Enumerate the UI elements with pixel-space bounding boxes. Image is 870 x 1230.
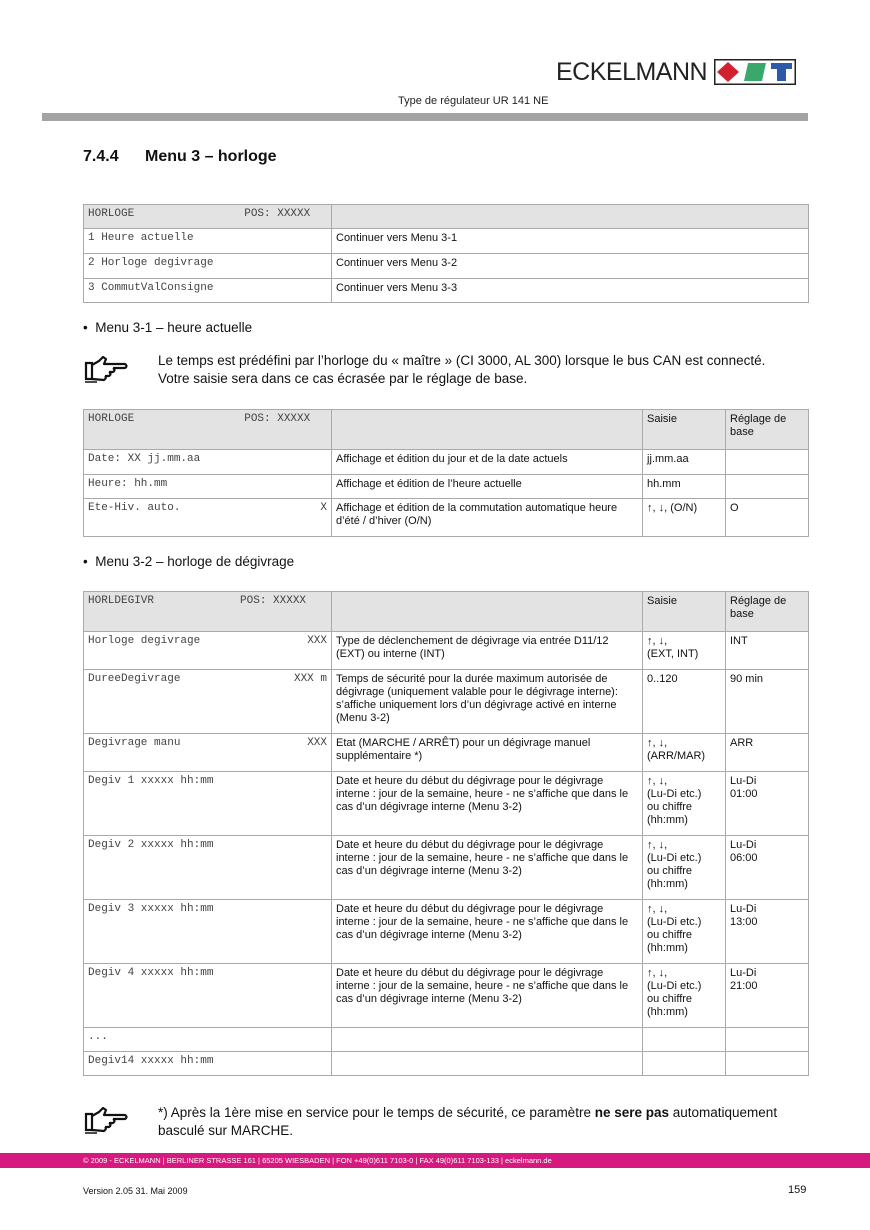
- row-desc: Affichage et édition de l’heure actuelle: [332, 475, 643, 499]
- note-safety-time: [158, 1104, 798, 1140]
- header-label: HORLOGE: [88, 413, 135, 425]
- row-label-cell: [84, 900, 332, 964]
- section-number: 7.4.4: [83, 148, 119, 165]
- table-row: [84, 450, 809, 475]
- row-label: 2 Horloge degivrage: [84, 254, 332, 279]
- row-label-cell: [84, 475, 332, 499]
- row-default: [726, 1028, 809, 1052]
- logo-squares-icon: [714, 59, 796, 85]
- row-entry: ↑, ↓, (ARR/MAR): [643, 734, 726, 772]
- row-desc: Type de déclenchement de dégivrage via entrée D11/12 (EXT) ou interne (INT): [332, 632, 643, 670]
- row-default: [726, 475, 809, 499]
- menu3-table: [83, 204, 809, 303]
- row-label-cell: [84, 1052, 332, 1076]
- row-label: 1 Heure actuelle: [84, 229, 332, 254]
- row-label: Degivrage manu: [88, 737, 181, 749]
- section-title: Menu 3 – horloge: [145, 148, 277, 165]
- menu31-table: [83, 409, 809, 537]
- header-bar: [42, 113, 808, 121]
- table-header-desc-cell: [332, 592, 643, 632]
- table-header-desc-cell: [332, 410, 643, 450]
- row-label: Degiv 3 xxxxx hh:mm: [88, 903, 214, 915]
- table-header-row: [84, 410, 809, 450]
- row-default: O: [726, 499, 809, 537]
- bullet-text: Menu 3-1 – heure actuelle: [95, 320, 253, 335]
- note-text-bold: ne sere pas: [594, 1105, 669, 1120]
- version-info: Version 2.05 31. Mai 2009: [83, 1186, 188, 1196]
- header-pos: POS: XXXXX: [240, 595, 307, 607]
- header-label: HORLDEGIVR: [88, 595, 155, 607]
- row-entry: jj.mm.aa: [643, 450, 726, 475]
- table-row: [84, 836, 809, 900]
- logo-marks: [714, 59, 796, 85]
- row-desc: Date et heure du début du dégivrage pour le dégivrage interne : jour de la semaine, heure - ne s’affiche que dans le cas d’un dégivrage interne (Menu 3-2): [332, 836, 643, 900]
- table-header-desc-cell: [332, 205, 809, 229]
- row-default: Lu-Di 13:00: [726, 900, 809, 964]
- row-default: Lu-Di 21:00: [726, 964, 809, 1028]
- table-row: [84, 279, 809, 303]
- row-label: ...: [88, 1031, 108, 1043]
- row-desc: Continuer vers Menu 3-2: [332, 254, 809, 279]
- row-label: Horloge degivrage: [88, 635, 201, 647]
- footer-contact: © 2009 - ECKELMANN | BERLINER STRASSE 161 | 65205 WIESBADEN | FON +49(0)611 7103-0 | FAX 49(0)611 7103-133 | eckelmann.de: [83, 1156, 552, 1165]
- row-desc: Continuer vers Menu 3-1: [332, 229, 809, 254]
- row-entry: ↑, ↓, (O/N): [643, 499, 726, 537]
- table-header-row: [84, 592, 809, 632]
- row-label: 3 CommutValConsigne: [84, 279, 332, 303]
- table-header-label-cell: [84, 592, 332, 632]
- row-entry: ↑, ↓, (Lu-Di etc.) ou chiffre (hh:mm): [643, 772, 726, 836]
- row-desc: Continuer vers Menu 3-3: [332, 279, 809, 303]
- row-default: ARR: [726, 734, 809, 772]
- bullet-text: Menu 3-2 – horloge de dégivrage: [95, 554, 295, 569]
- bullet-menu-3-2: • Menu 3-2 – horloge de dégivrage: [83, 554, 295, 569]
- table-row: [84, 900, 809, 964]
- table-row: [84, 475, 809, 499]
- row-desc: Temps de sécurité pour la durée maximum autorisée de dégivrage (uniquement valable pour le dégivrage interne): s’affiche uniquement lors d’un dégivrage activé en interne (Menu 3-2): [332, 670, 643, 734]
- row-desc: Affichage et édition de la commutation automatique heure d’été / d’hiver (O/N): [332, 499, 643, 537]
- row-default: 90 min: [726, 670, 809, 734]
- row-desc: Affichage et édition du jour et de la date actuels: [332, 450, 643, 475]
- row-desc: Date et heure du début du dégivrage pour le dégivrage interne : jour de la semaine, heure - ne s’affiche que dans le cas d’un dégivrage interne (Menu 3-2): [332, 964, 643, 1028]
- eckelmann-logo: [556, 58, 796, 86]
- row-label-cell: [84, 964, 332, 1028]
- table-row: [84, 734, 809, 772]
- row-value: X: [320, 502, 327, 514]
- row-label-cell: [84, 632, 332, 670]
- table-header-row: [84, 205, 809, 229]
- row-desc: [332, 1028, 643, 1052]
- header-default: Réglage de base: [726, 592, 809, 632]
- row-default: [726, 450, 809, 475]
- row-label-cell: [84, 1028, 332, 1052]
- table-row: [84, 254, 809, 279]
- bullet-menu-3-1: • Menu 3-1 – heure actuelle: [83, 320, 253, 335]
- row-label: Degiv14 xxxxx hh:mm: [88, 1055, 214, 1067]
- row-entry: [643, 1028, 726, 1052]
- row-label: Date: XX jj.mm.aa: [88, 453, 201, 465]
- row-label: Degiv 2 xxxxx hh:mm: [88, 839, 214, 851]
- logo-text: ECKELMANN: [556, 58, 708, 86]
- row-entry: ↑, ↓, (Lu-Di etc.) ou chiffre (hh:mm): [643, 900, 726, 964]
- table-row: [84, 772, 809, 836]
- row-label: Degiv 4 xxxxx hh:mm: [88, 967, 214, 979]
- table-row: [84, 1052, 809, 1076]
- row-entry: ↑, ↓, (Lu-Di etc.) ou chiffre (hh:mm): [643, 964, 726, 1028]
- row-label-cell: [84, 499, 332, 537]
- row-default: Lu-Di 06:00: [726, 836, 809, 900]
- row-label-cell: [84, 836, 332, 900]
- header-entry: Saisie: [643, 592, 726, 632]
- note-text-after: automatiquement basculé sur MARCHE.: [158, 1105, 778, 1138]
- header-entry: Saisie: [643, 410, 726, 450]
- row-desc: [332, 1052, 643, 1076]
- row-label-cell: [84, 670, 332, 734]
- header-label: HORLOGE: [88, 208, 135, 220]
- table-header-label-cell: [84, 410, 332, 450]
- note-text-before: *) Après la 1ère mise en service pour le temps de sécurité, ce paramètre: [158, 1105, 595, 1120]
- table-row: [84, 632, 809, 670]
- row-label-cell: [84, 772, 332, 836]
- header-pos: POS: XXXXX: [244, 413, 311, 425]
- table-row: [84, 499, 809, 537]
- document-subtitle: Type de régulateur UR 141 NE: [398, 95, 549, 107]
- row-desc: Date et heure du début du dégivrage pour le dégivrage interne : jour de la semaine, heure - ne s’affiche que dans le cas d’un dégivrage interne (Menu 3-2): [332, 900, 643, 964]
- pointing-hand-icon: [83, 1106, 129, 1139]
- row-desc: Date et heure du début du dégivrage pour le dégivrage interne : jour de la semaine, heure - ne s’affiche que dans le cas d’un dégivrage interne (Menu 3-2): [332, 772, 643, 836]
- row-label: Ete-Hiv. auto.: [88, 502, 181, 514]
- row-default: Lu-Di 01:00: [726, 772, 809, 836]
- row-default: [726, 1052, 809, 1076]
- row-value: XXX: [307, 635, 327, 647]
- pointing-hand-icon: [83, 355, 129, 388]
- row-value: XXX m: [293, 673, 327, 685]
- row-label-cell: [84, 450, 332, 475]
- footer-bar: [0, 1153, 870, 1168]
- table-row: [84, 670, 809, 734]
- row-desc: Etat (MARCHE / ARRÊT) pour un dégivrage manuel supplémentaire *): [332, 734, 643, 772]
- row-entry: 0..120: [643, 670, 726, 734]
- row-default: INT: [726, 632, 809, 670]
- row-value: XXX: [307, 737, 327, 749]
- table-row: [84, 229, 809, 254]
- header-pos: POS: XXXXX: [244, 208, 311, 220]
- section-heading: [83, 148, 277, 166]
- row-entry: ↑, ↓, (EXT, INT): [643, 632, 726, 670]
- row-label: Degiv 1 xxxxx hh:mm: [88, 775, 214, 787]
- row-entry: ↑, ↓, (Lu-Di etc.) ou chiffre (hh:mm): [643, 836, 726, 900]
- table-header-label-cell: [84, 205, 332, 229]
- note-can-bus: Le temps est prédéfini par l’horloge du « maître » (CI 3000, AL 300) lorsque le bus CAN est connecté. Votre saisie sera dans ce cas écrasée par le réglage de base.: [158, 353, 766, 386]
- row-label-cell: [84, 734, 332, 772]
- row-label: Heure: hh.mm: [88, 478, 168, 490]
- table-row: [84, 1028, 809, 1052]
- row-entry: hh.mm: [643, 475, 726, 499]
- header-default: Réglage de base: [726, 410, 809, 450]
- menu32-table: [83, 591, 809, 1076]
- row-entry: [643, 1052, 726, 1076]
- row-label: DureeDegivrage: [88, 673, 181, 685]
- page-number: 159: [788, 1184, 807, 1196]
- table-row: [84, 964, 809, 1028]
